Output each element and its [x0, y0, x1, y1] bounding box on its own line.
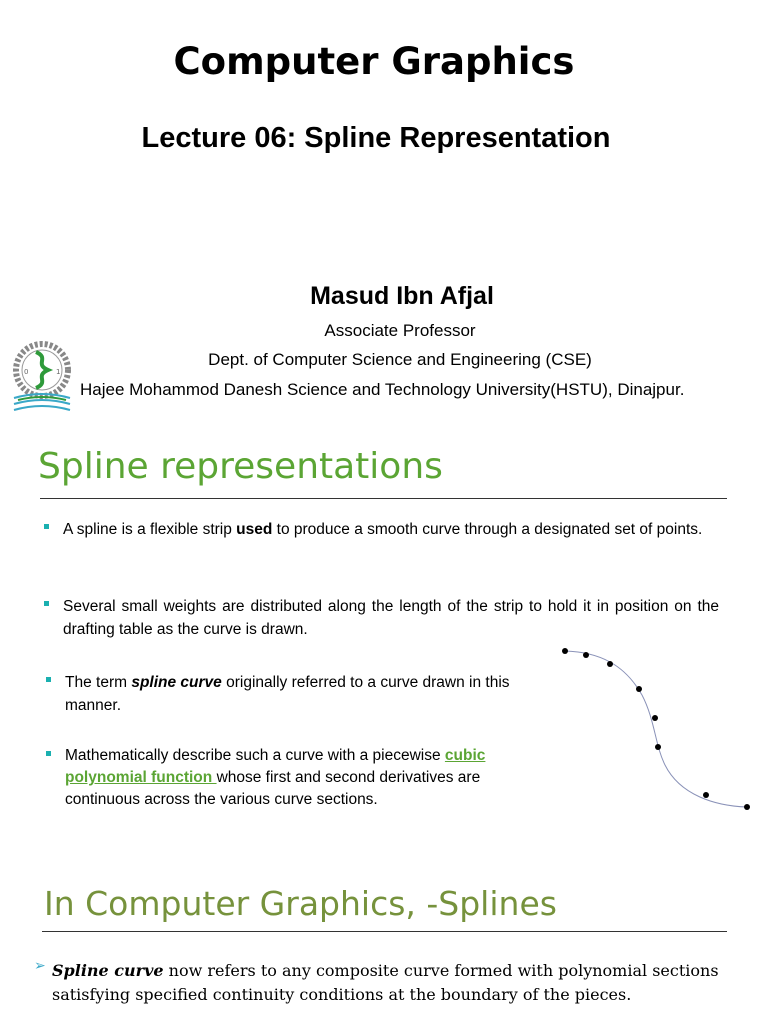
control-point: [562, 648, 568, 654]
bullet-text: Mathematically describe such a curve with a piecewise cubic polynomial function whose first and second derivatives are continuous across the various curve sections.: [65, 747, 486, 808]
bullet-text: The term spline curve originally referred to a curve drawn in this manner.: [65, 674, 510, 714]
control-point: [744, 804, 750, 810]
slide-subtitle: Lecture 06: Spline Representation: [141, 122, 611, 154]
control-point: [652, 715, 658, 721]
control-point: [703, 792, 709, 798]
bullet-text: A spline is a flexible strip used to produce a smooth curve through a designated set of points.: [63, 521, 703, 538]
heading-divider: [40, 498, 727, 499]
author-dept: Dept. of Computer Science and Engineering (CSE): [208, 350, 592, 369]
svg-text:0: 0: [24, 368, 29, 376]
bullet-icon: [46, 751, 51, 756]
bullet-icon: [44, 601, 49, 606]
bullet-icon: [44, 524, 49, 529]
heading-divider: [42, 931, 727, 932]
author-role: Associate Professor: [324, 321, 476, 340]
bullet-text: Several small weights are distributed along the length of the strip to hold it in position on the drafting table as the curve is drawn.: [63, 598, 719, 638]
control-point: [655, 744, 661, 750]
control-point: [607, 661, 613, 667]
svg-text:1: 1: [56, 368, 61, 376]
section-heading-spline-representations: Spline representations: [38, 446, 443, 487]
university-logo-icon: [10, 340, 76, 418]
author-name: Masud Ibn Afjal: [310, 282, 494, 310]
cubic-polynomial-link[interactable]: cubic polynomial function: [65, 747, 486, 786]
section-heading-computer-graphics-splines: In Computer Graphics, -Splines: [44, 884, 557, 923]
bullet-text: Spline curve now refers to any composite curve formed with polynomial sections satisfying specified continuity conditions at the boundary of the pieces.: [52, 961, 719, 1004]
arrow-bullet-icon: ➢: [34, 958, 46, 974]
author-university: Hajee Mohammod Danesh Science and Technology University(HSTU), Dinajpur.: [80, 380, 685, 399]
control-point: [583, 652, 589, 658]
slide-title: Computer Graphics: [173, 40, 575, 83]
bullet-icon: [46, 677, 51, 682]
control-point: [636, 686, 642, 692]
